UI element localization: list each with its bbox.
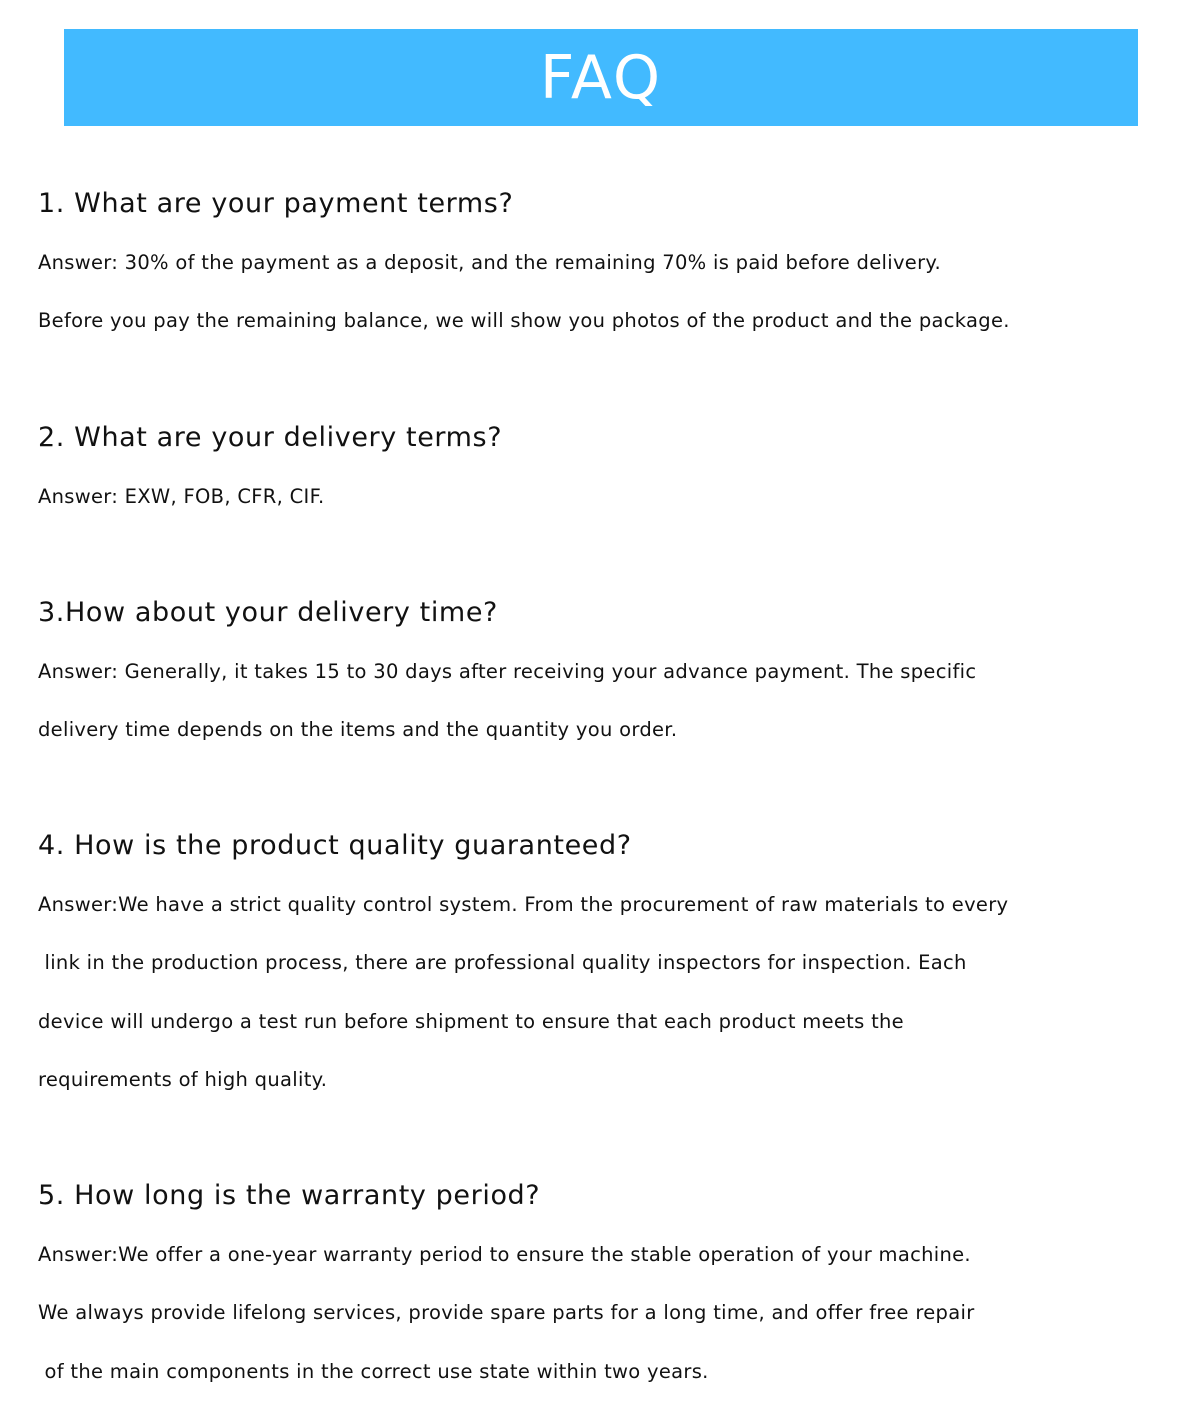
faq-answer bbox=[38, 876, 1168, 1110]
faq-answer-line: link in the production process, there are professional quality inspectors for inspection. Each bbox=[38, 951, 967, 975]
faq-item-3 bbox=[38, 596, 1168, 760]
faq-question: 5. How long is the warranty period? bbox=[38, 1180, 541, 1211]
faq-question: 1. What are your payment terms? bbox=[38, 188, 514, 219]
faq-answer-line: Before you pay the remaining balance, we will show you photos of the product and the package. bbox=[38, 309, 1010, 333]
faq-answer-line: Answer: EXW, FOB, CFR, CIF. bbox=[38, 485, 325, 508]
faq-answer-line: We always provide lifelong services, provide spare parts for a long time, and offer free repair bbox=[38, 1301, 975, 1325]
faq-answer-line: delivery time depends on the items and the quantity you order. bbox=[38, 718, 678, 742]
faq-answer bbox=[38, 468, 1168, 526]
page-title: FAQ bbox=[539, 42, 663, 113]
faq-item-1 bbox=[38, 187, 1168, 351]
faq-answer bbox=[38, 234, 1168, 351]
faq-answer-line: device will undergo a test run before shipment to ensure that each product meets the bbox=[38, 1009, 904, 1033]
faq-answer-line: Answer: 30% of the payment as a deposit, and the remaining 70% is paid before delivery. bbox=[38, 251, 941, 274]
faq-answer-line: of the main components in the correct use state within two years. bbox=[38, 1359, 709, 1383]
faq-item-2 bbox=[38, 421, 1168, 526]
faq-answer-line: Answer: Generally, it takes 15 to 30 days after receiving your advance payment. The specific bbox=[38, 660, 977, 683]
faq-question: 3.How about your delivery time? bbox=[38, 597, 498, 628]
faq-banner bbox=[64, 29, 1138, 126]
faq-item-5 bbox=[38, 1179, 1168, 1401]
faq-question: 2. What are your delivery terms? bbox=[38, 422, 503, 453]
faq-answer-line: requirements of high quality. bbox=[38, 1068, 328, 1092]
faq-answer-line: Answer:We offer a one-year warranty period to ensure the stable operation of your machine. bbox=[38, 1243, 971, 1266]
faq-item-4 bbox=[38, 829, 1168, 1110]
faq-answer bbox=[38, 643, 1168, 760]
faq-answer bbox=[38, 1226, 1168, 1401]
faq-answer-line: Answer:We have a strict quality control system. From the procurement of raw materials to every bbox=[38, 893, 1009, 916]
faq-question: 4. How is the product quality guaranteed? bbox=[38, 830, 632, 861]
